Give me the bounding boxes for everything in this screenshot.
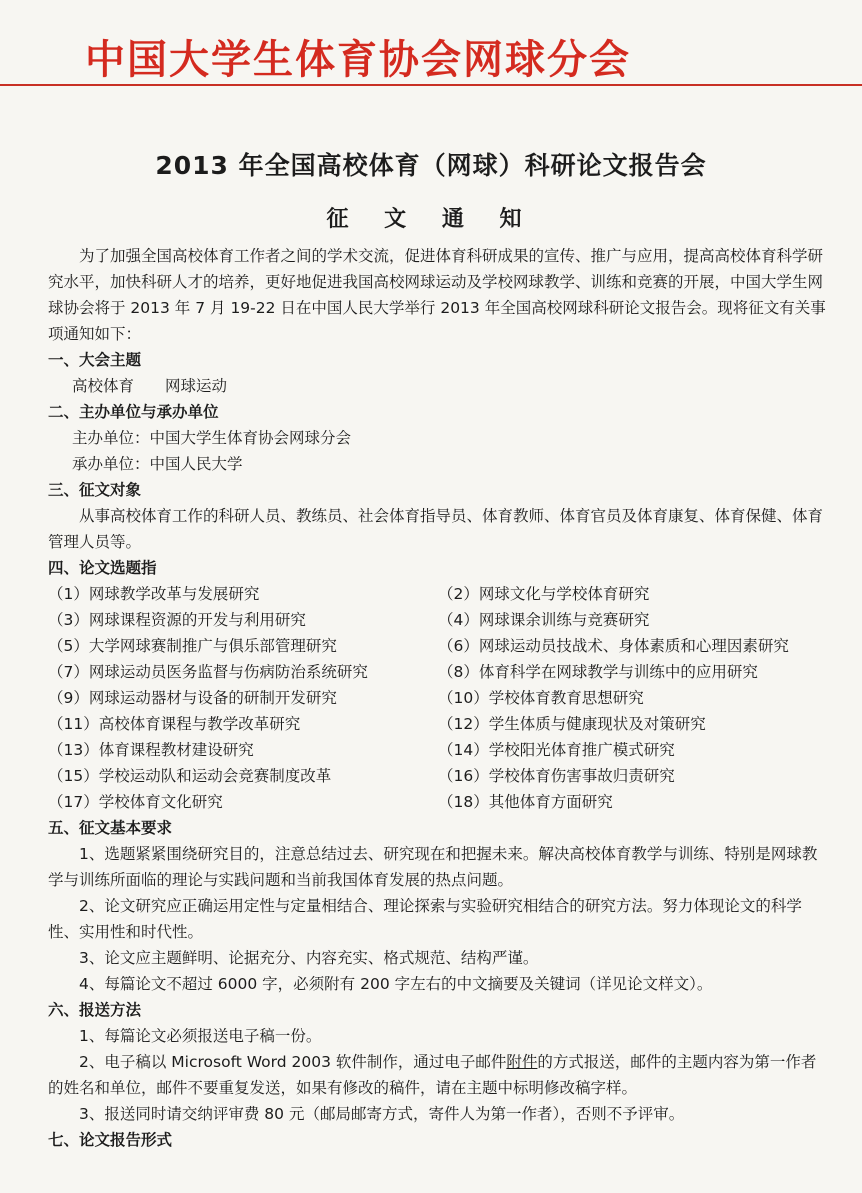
topic-item: （14）学校阳光体育推广模式研究 bbox=[438, 741, 675, 759]
document-title: 2013 年全国高校体育（网球）科研论文报告会 bbox=[155, 151, 707, 180]
intro-paragraph: 为了加强全国高校体育工作者之间的学术交流，促进体育科研成果的宣传、推广与应用，提高高校体育科学研究水平，加快科研人才的培养，更好地促进我国高校网球运动及学校网球教学、训练和竞赛的开展，中国大学生网球协会将于 2013 年 7 月 19-22 日在中国人民大学举行 2013 年全国高校网球科研论文报告会。现将征文有关事项通知如下： bbox=[48, 247, 826, 343]
topic-item: （4）网球课余训练与竞赛研究 bbox=[438, 611, 650, 629]
host-unit: 主办单位：中国大学生体育协会网球分会 bbox=[72, 429, 352, 447]
topic-item: （2）网球文化与学校体育研究 bbox=[438, 585, 650, 603]
section-heading-units: 二、主办单位与承办单位 bbox=[48, 403, 219, 421]
organizer-unit: 承办单位：中国人民大学 bbox=[72, 455, 243, 473]
requirement-item: 4、每篇论文不超过 6000 字，必须附有 200 字左右的中文摘要及关键词（详见论文样文）。 bbox=[79, 975, 713, 993]
letterhead bbox=[0, 0, 862, 90]
section-heading-format: 七、论文报告形式 bbox=[48, 1131, 173, 1149]
submission-item: 3、报送同时请交纳评审费 80 元（邮局邮寄方式，寄件人为第一作者），否则不予评审。 bbox=[79, 1105, 685, 1123]
topic-list bbox=[48, 581, 828, 815]
submission-text: 2、电子稿以 Microsoft Word 2003 软件制作，通过电子邮件 bbox=[79, 1053, 507, 1071]
topic-item: （12）学生体质与健康现状及对策研究 bbox=[438, 715, 706, 733]
audience-text: 从事高校体育工作的科研人员、教练员、社会体育指导员、体育教师、体育官员及体育康复、体育保健、体育管理人员等。 bbox=[48, 507, 824, 551]
notice-body bbox=[48, 243, 828, 1153]
requirement-item: 1、选题紧紧围绕研究目的，注意总结过去、研究现在和把握未来。解决高校体育教学与训练、特别是网球教学与训练所面临的理论与实践问题和当前我国体育发展的热点问题。 bbox=[48, 845, 818, 889]
topic-item: （15）学校运动队和运动会竞赛制度改革 bbox=[48, 767, 332, 785]
attachment-text: 附件 bbox=[506, 1053, 538, 1071]
topic-item: （11）高校体育课程与教学改革研究 bbox=[48, 715, 301, 733]
header-divider bbox=[0, 84, 862, 86]
organization-name: 中国大学生体育协会网球分会 bbox=[85, 36, 631, 83]
theme-text: 高校体育 网球运动 bbox=[72, 377, 228, 395]
section-heading-submission: 六、报送方法 bbox=[48, 1001, 142, 1019]
topic-item: （3）网球课程资源的开发与利用研究 bbox=[48, 611, 306, 629]
section-heading-topics: 四、论文选题指 bbox=[48, 559, 157, 577]
topic-item: （16）学校体育伤害事故归责研究 bbox=[438, 767, 675, 785]
submission-text: 的方式报送，邮件的主题内容为第一作者的姓名和单位，邮件不要重复发送，如果有修改的稿件，请在主题中标明修改稿字样。 bbox=[48, 1053, 817, 1097]
section-heading-audience: 三、征文对象 bbox=[48, 481, 142, 499]
topic-item: （13）体育课程教材建设研究 bbox=[48, 741, 254, 759]
submission-item: 1、每篇论文必须报送电子稿一份。 bbox=[79, 1027, 322, 1045]
section-heading-requirements: 五、征文基本要求 bbox=[48, 819, 173, 837]
topic-item: （9）网球运动器材与设备的研制开发研究 bbox=[48, 689, 337, 707]
topic-item: （1）网球教学改革与发展研究 bbox=[48, 585, 260, 603]
topic-item: （8）体育科学在网球教学与训练中的应用研究 bbox=[438, 663, 758, 681]
topic-item: （18）其他体育方面研究 bbox=[438, 793, 613, 811]
requirement-item: 3、论文应主题鲜明、论据充分、内容充实、格式规范、结构严谨。 bbox=[79, 949, 539, 967]
topic-item: （10）学校体育教育思想研究 bbox=[438, 689, 644, 707]
document-subtitle: 征 文 通 知 bbox=[326, 207, 536, 232]
topic-item: （7）网球运动员医务监督与伤病防治系统研究 bbox=[48, 663, 368, 681]
topic-item: （6）网球运动员技战术、身体素质和心理因素研究 bbox=[438, 637, 789, 655]
topic-item: （5）大学网球赛制推广与俱乐部管理研究 bbox=[48, 637, 337, 655]
section-heading-theme: 一、大会主题 bbox=[48, 351, 142, 369]
submission-item bbox=[48, 1049, 828, 1101]
requirement-item: 2、论文研究应正确运用定性与定量相结合、理论探索与实验研究相结合的研究方法。努力体现论文的科学性、实用性和时代性。 bbox=[48, 897, 802, 941]
topic-item: （17）学校体育文化研究 bbox=[48, 793, 223, 811]
